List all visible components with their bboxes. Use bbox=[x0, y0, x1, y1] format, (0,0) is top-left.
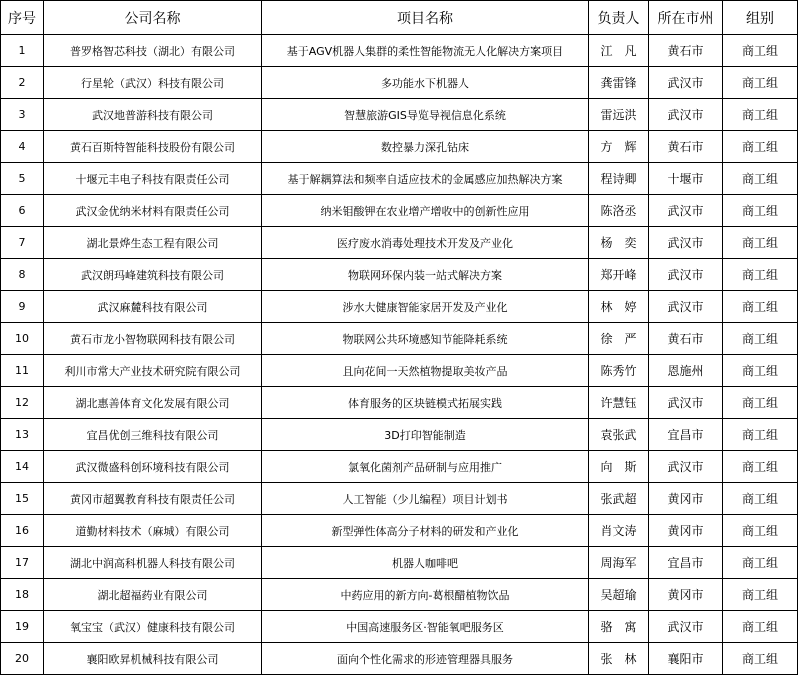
group: 商工组 bbox=[723, 163, 798, 195]
city: 黄石市 bbox=[649, 35, 723, 67]
row-index: 2 bbox=[1, 67, 44, 99]
company-name: 湖北惠善体育文化发展有限公司 bbox=[44, 387, 262, 419]
table-row bbox=[1, 547, 798, 579]
city: 武汉市 bbox=[649, 451, 723, 483]
person-in-charge: 袁张武 bbox=[589, 419, 649, 451]
project-name: 机器人咖啡吧 bbox=[262, 547, 589, 579]
project-name: 中药应用的新方向-葛根醋植物饮品 bbox=[262, 579, 589, 611]
group: 商工组 bbox=[723, 355, 798, 387]
group: 商工组 bbox=[723, 579, 798, 611]
table-row bbox=[1, 131, 798, 163]
row-index: 6 bbox=[1, 195, 44, 227]
company-name: 湖北景烨生态工程有限公司 bbox=[44, 227, 262, 259]
city: 武汉市 bbox=[649, 291, 723, 323]
table-row bbox=[1, 259, 798, 291]
company-name: 行星轮（武汉）科技有限公司 bbox=[44, 67, 262, 99]
project-name: 中国高速服务区·智能氧吧服务区 bbox=[262, 611, 589, 643]
header-city: 所在市州 bbox=[649, 1, 723, 35]
person-in-charge: 江 凡 bbox=[589, 35, 649, 67]
person-in-charge: 向 斯 bbox=[589, 451, 649, 483]
person-in-charge: 林 婷 bbox=[589, 291, 649, 323]
row-index: 5 bbox=[1, 163, 44, 195]
person-in-charge: 吴超瑜 bbox=[589, 579, 649, 611]
group: 商工组 bbox=[723, 451, 798, 483]
person-in-charge: 骆 寓 bbox=[589, 611, 649, 643]
group: 商工组 bbox=[723, 195, 798, 227]
table-row bbox=[1, 451, 798, 483]
project-name: 体育服务的区块链模式拓展实践 bbox=[262, 387, 589, 419]
person-in-charge: 许慧钰 bbox=[589, 387, 649, 419]
table-row bbox=[1, 227, 798, 259]
row-index: 13 bbox=[1, 419, 44, 451]
table-row bbox=[1, 611, 798, 643]
row-index: 11 bbox=[1, 355, 44, 387]
project-name: 多功能水下机器人 bbox=[262, 67, 589, 99]
project-name: 物联网公共环境感知节能降耗系统 bbox=[262, 323, 589, 355]
person-in-charge: 周海军 bbox=[589, 547, 649, 579]
group: 商工组 bbox=[723, 99, 798, 131]
company-name: 黄冈市超翼教育科技有限责任公司 bbox=[44, 483, 262, 515]
row-index: 16 bbox=[1, 515, 44, 547]
city: 黄石市 bbox=[649, 323, 723, 355]
person-in-charge: 肖文涛 bbox=[589, 515, 649, 547]
group: 商工组 bbox=[723, 643, 798, 675]
row-index: 12 bbox=[1, 387, 44, 419]
row-index: 10 bbox=[1, 323, 44, 355]
person-in-charge: 郑开峰 bbox=[589, 259, 649, 291]
group: 商工组 bbox=[723, 67, 798, 99]
company-name: 氧宝宝（武汉）健康科技有限公司 bbox=[44, 611, 262, 643]
group: 商工组 bbox=[723, 419, 798, 451]
group: 商工组 bbox=[723, 323, 798, 355]
row-index: 7 bbox=[1, 227, 44, 259]
row-index: 18 bbox=[1, 579, 44, 611]
group: 商工组 bbox=[723, 387, 798, 419]
project-name: 面向个性化需求的形迹管理器具服务 bbox=[262, 643, 589, 675]
company-name: 普罗格智芯科技（湖北）有限公司 bbox=[44, 35, 262, 67]
city: 襄阳市 bbox=[649, 643, 723, 675]
project-name: 新型弹性体高分子材料的研发和产业化 bbox=[262, 515, 589, 547]
group: 商工组 bbox=[723, 291, 798, 323]
header-person: 负责人 bbox=[589, 1, 649, 35]
row-index: 4 bbox=[1, 131, 44, 163]
company-name: 武汉微盛科创环境科技有限公司 bbox=[44, 451, 262, 483]
city: 十堰市 bbox=[649, 163, 723, 195]
group: 商工组 bbox=[723, 483, 798, 515]
person-in-charge: 徐 严 bbox=[589, 323, 649, 355]
city: 武汉市 bbox=[649, 611, 723, 643]
project-name: 涉水大健康智能家居开发及产业化 bbox=[262, 291, 589, 323]
company-name: 湖北中润高科机器人科技有限公司 bbox=[44, 547, 262, 579]
table-row bbox=[1, 515, 798, 547]
table-row bbox=[1, 323, 798, 355]
city: 恩施州 bbox=[649, 355, 723, 387]
table-row bbox=[1, 355, 798, 387]
table-row bbox=[1, 387, 798, 419]
project-name: 人工智能（少儿编程）项目计划书 bbox=[262, 483, 589, 515]
group: 商工组 bbox=[723, 515, 798, 547]
city: 宜昌市 bbox=[649, 547, 723, 579]
person-in-charge: 龚雷锋 bbox=[589, 67, 649, 99]
project-name: 纳米钼酸钾在农业增产增收中的创新性应用 bbox=[262, 195, 589, 227]
row-index: 19 bbox=[1, 611, 44, 643]
person-in-charge: 程诗卿 bbox=[589, 163, 649, 195]
header-project: 项目名称 bbox=[262, 1, 589, 35]
row-index: 9 bbox=[1, 291, 44, 323]
city: 黄冈市 bbox=[649, 483, 723, 515]
company-name: 武汉地普游科技有限公司 bbox=[44, 99, 262, 131]
company-name: 黄石百斯特智能科技股份有限公司 bbox=[44, 131, 262, 163]
project-name: 医疗废水消毒处理技术开发及产业化 bbox=[262, 227, 589, 259]
row-index: 14 bbox=[1, 451, 44, 483]
table-row bbox=[1, 35, 798, 67]
table-body bbox=[1, 35, 798, 675]
table-row bbox=[1, 483, 798, 515]
city: 武汉市 bbox=[649, 195, 723, 227]
header-index: 序号 bbox=[1, 1, 44, 35]
city: 武汉市 bbox=[649, 387, 723, 419]
person-in-charge: 杨 奕 bbox=[589, 227, 649, 259]
city: 黄冈市 bbox=[649, 515, 723, 547]
table-row bbox=[1, 419, 798, 451]
project-name: 物联网环保内装一站式解决方案 bbox=[262, 259, 589, 291]
group: 商工组 bbox=[723, 547, 798, 579]
city: 黄石市 bbox=[649, 131, 723, 163]
project-name: 基于解耦算法和频率自适应技术的金属感应加热解决方案 bbox=[262, 163, 589, 195]
company-name: 武汉麻麓科技有限公司 bbox=[44, 291, 262, 323]
project-name: 智慧旅游GIS导览导视信息化系统 bbox=[262, 99, 589, 131]
city: 武汉市 bbox=[649, 99, 723, 131]
project-name: 且向花间一天然植物提取美妆产品 bbox=[262, 355, 589, 387]
company-name: 武汉金优纳米材料有限责任公司 bbox=[44, 195, 262, 227]
company-name: 黄石市龙小智物联网科技有限公司 bbox=[44, 323, 262, 355]
person-in-charge: 雷远洪 bbox=[589, 99, 649, 131]
group: 商工组 bbox=[723, 131, 798, 163]
company-name: 利川市常大产业技术研究院有限公司 bbox=[44, 355, 262, 387]
company-name: 湖北超福药业有限公司 bbox=[44, 579, 262, 611]
row-index: 17 bbox=[1, 547, 44, 579]
person-in-charge: 方 辉 bbox=[589, 131, 649, 163]
row-index: 20 bbox=[1, 643, 44, 675]
table-row bbox=[1, 579, 798, 611]
person-in-charge: 张 林 bbox=[589, 643, 649, 675]
row-index: 15 bbox=[1, 483, 44, 515]
table-row bbox=[1, 163, 798, 195]
header-group: 组别 bbox=[723, 1, 798, 35]
group: 商工组 bbox=[723, 259, 798, 291]
person-in-charge: 陈秀竹 bbox=[589, 355, 649, 387]
company-name: 宜昌优创三维科技有限公司 bbox=[44, 419, 262, 451]
company-name: 道勤材料技术（麻城）有限公司 bbox=[44, 515, 262, 547]
company-name: 武汉朗玛峰建筑科技有限公司 bbox=[44, 259, 262, 291]
project-name: 基于AGV机器人集群的柔性智能物流无人化解决方案项目 bbox=[262, 35, 589, 67]
table-row bbox=[1, 291, 798, 323]
company-name: 十堰元丰电子科技有限责任公司 bbox=[44, 163, 262, 195]
city: 武汉市 bbox=[649, 259, 723, 291]
header-row bbox=[1, 1, 798, 35]
person-in-charge: 张武超 bbox=[589, 483, 649, 515]
project-name: 氯氧化菌剂产品研制与应用推广 bbox=[262, 451, 589, 483]
table-row bbox=[1, 195, 798, 227]
header-company: 公司名称 bbox=[44, 1, 262, 35]
row-index: 1 bbox=[1, 35, 44, 67]
project-name: 3D打印智能制造 bbox=[262, 419, 589, 451]
table-header bbox=[1, 1, 798, 35]
row-index: 3 bbox=[1, 99, 44, 131]
group: 商工组 bbox=[723, 227, 798, 259]
group: 商工组 bbox=[723, 611, 798, 643]
table-row bbox=[1, 67, 798, 99]
table-row bbox=[1, 99, 798, 131]
city: 武汉市 bbox=[649, 227, 723, 259]
company-name: 襄阳欧昇机械科技有限公司 bbox=[44, 643, 262, 675]
table-row bbox=[1, 643, 798, 675]
city: 武汉市 bbox=[649, 67, 723, 99]
person-in-charge: 陈洛丞 bbox=[589, 195, 649, 227]
city: 宜昌市 bbox=[649, 419, 723, 451]
project-name: 数控暴力深孔钻床 bbox=[262, 131, 589, 163]
group: 商工组 bbox=[723, 35, 798, 67]
row-index: 8 bbox=[1, 259, 44, 291]
city: 黄冈市 bbox=[649, 579, 723, 611]
